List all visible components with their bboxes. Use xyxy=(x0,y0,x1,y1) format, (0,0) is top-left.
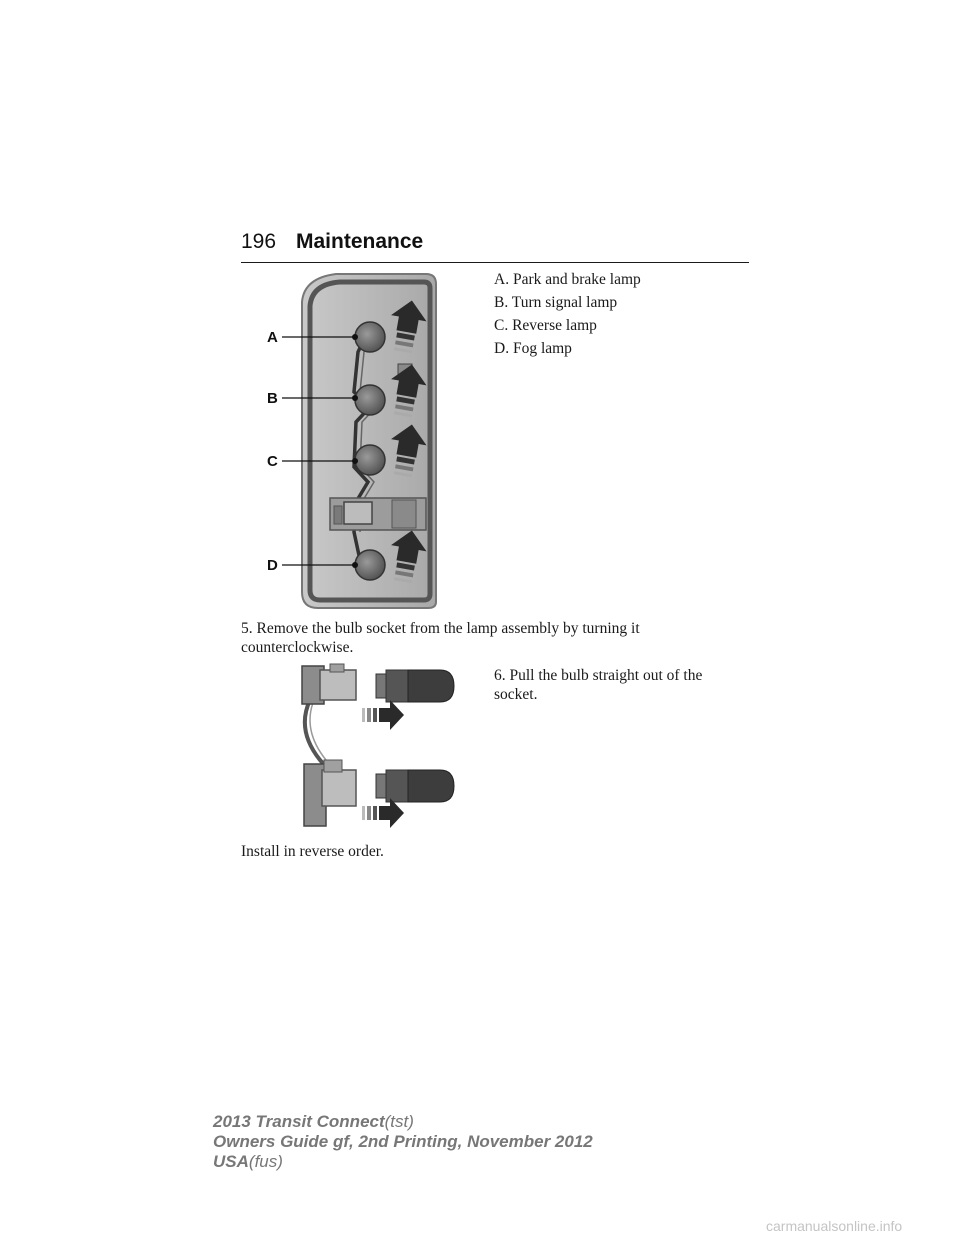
lamp-assembly-figure xyxy=(258,272,440,610)
step-6-text: 6. Pull the bulb straight out of the socket. xyxy=(494,667,703,703)
footer-model: 2013 Transit Connect xyxy=(213,1112,385,1131)
footer-market-code: (fus) xyxy=(248,1152,283,1171)
legend-item-a: A. Park and brake lamp xyxy=(494,271,641,288)
watermark: carmanualsonline.info xyxy=(766,1218,903,1234)
legend-item-d: D. Fog lamp xyxy=(494,340,572,357)
footer-line-2: Owners Guide gf, 2nd Printing, November 2012 xyxy=(213,1132,593,1151)
callout-b: B xyxy=(267,390,278,407)
socket-a-icon xyxy=(355,322,385,352)
footer-model-code: (tst) xyxy=(384,1112,414,1131)
lower-bulb-icon xyxy=(376,770,454,802)
page-header xyxy=(241,230,749,263)
upper-socket-icon xyxy=(302,664,356,704)
callout-a: A xyxy=(267,329,278,346)
footer xyxy=(213,1112,593,1172)
callout-c: C xyxy=(267,453,278,470)
install-note: Install in reverse order. xyxy=(241,843,384,860)
legend-item-c: C. Reverse lamp xyxy=(494,317,597,334)
socket-d-icon xyxy=(355,550,385,580)
page-number: 196 xyxy=(241,230,277,253)
bulb-removal-figure xyxy=(290,660,460,832)
upper-pull-arrow-icon xyxy=(362,700,404,730)
socket-c-icon xyxy=(355,445,385,475)
step-5-text: 5. Remove the bulb socket from the lamp assembly by turning it counterclockwise. xyxy=(241,620,640,656)
footer-line-3 xyxy=(213,1152,593,1172)
figure-legend xyxy=(494,270,641,362)
lower-socket-icon xyxy=(304,760,356,826)
legend-item-b: B. Turn signal lamp xyxy=(494,294,618,311)
footer-market: USA xyxy=(213,1152,249,1171)
callout-d: D xyxy=(267,557,278,574)
section-title: Maintenance xyxy=(296,230,424,253)
footer-line-1 xyxy=(213,1112,593,1132)
upper-bulb-icon xyxy=(376,670,454,702)
socket-b-icon xyxy=(355,385,385,415)
